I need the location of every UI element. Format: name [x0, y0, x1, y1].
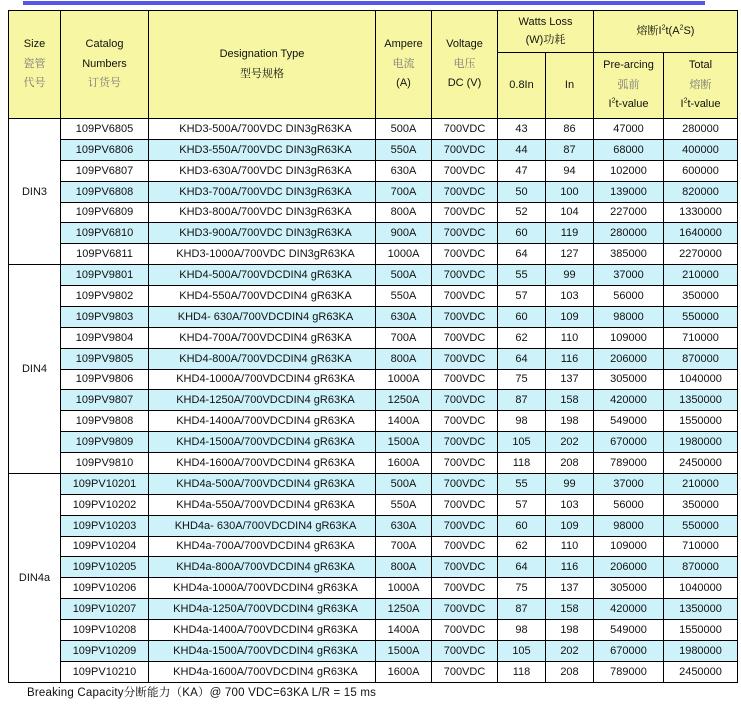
prearcing-i2t-cell: 68000	[594, 139, 664, 160]
watts-08in-cell: 55	[498, 473, 546, 494]
watts-08in-cell: 64	[498, 557, 546, 578]
total-i2t-cell: 280000	[664, 119, 738, 140]
voltage-cell: 700VDC	[432, 453, 498, 474]
catalog-cell: 109PV10202	[61, 494, 149, 515]
table-row	[9, 599, 738, 620]
watts-in-cell: 202	[546, 432, 594, 453]
table-row	[9, 119, 738, 140]
table-row	[9, 620, 738, 641]
total-i2t-cell: 1980000	[664, 640, 738, 661]
prearcing-i2t-cell: 206000	[594, 557, 664, 578]
table-row	[9, 661, 738, 682]
voltage-cell: 700VDC	[432, 139, 498, 160]
catalog-header-en2: Numbers	[82, 57, 127, 70]
table-row	[9, 244, 738, 265]
table-row	[9, 578, 738, 599]
voltage-header-en: Voltage	[446, 37, 483, 50]
prearcing-i2t-cell: 420000	[594, 599, 664, 620]
table-row	[9, 327, 738, 348]
watts-08in-cell: 43	[498, 119, 546, 140]
table-row	[9, 160, 738, 181]
total-i2t-cell: 550000	[664, 306, 738, 327]
catalog-cell: 109PV6809	[61, 202, 149, 223]
voltage-cell: 700VDC	[432, 306, 498, 327]
designation-cell: KHD4a-800A/700VDCDIN4 gR63KA	[149, 557, 376, 578]
total-i2t-cell: 1040000	[664, 369, 738, 390]
catalog-cell: 109PV9809	[61, 432, 149, 453]
catalog-cell: 109PV6805	[61, 119, 149, 140]
watts-08in-cell: 64	[498, 348, 546, 369]
table-row	[9, 536, 738, 557]
watts-in-cell: 94	[546, 160, 594, 181]
watts-08in-cell: 118	[498, 453, 546, 474]
watts-08in-cell: 87	[498, 390, 546, 411]
voltage-header-cn: 电压	[453, 57, 476, 70]
voltage-cell: 700VDC	[432, 160, 498, 181]
prearcing-i2t-cell: 206000	[594, 348, 664, 369]
voltage-cell: 700VDC	[432, 473, 498, 494]
size-header-cn1: 瓷管	[23, 57, 46, 70]
catalog-cell: 109PV9801	[61, 265, 149, 286]
ampere-cell: 800A	[376, 557, 432, 578]
watts-08in-cell: 44	[498, 139, 546, 160]
prearcing-i2t-cell: 102000	[594, 160, 664, 181]
watts-in-cell: 87	[546, 139, 594, 160]
catalog-cell: 109PV9804	[61, 327, 149, 348]
designation-cell: KHD4-500A/700VDCDIN4 gR63KA	[149, 265, 376, 286]
catalog-cell: 109PV9803	[61, 306, 149, 327]
ampere-cell: 1600A	[376, 453, 432, 474]
designation-header-en: Designation Type	[219, 47, 305, 60]
prearcing-i2t-cell: 670000	[594, 432, 664, 453]
prearcing-i2t-cell: 227000	[594, 202, 664, 223]
prearcing-i2t-cell: 670000	[594, 640, 664, 661]
total-i2t-cell: 350000	[664, 286, 738, 307]
catalog-cell: 109PV10201	[61, 473, 149, 494]
watts-in-cell: 202	[546, 640, 594, 661]
total-i2t-cell: 1040000	[664, 578, 738, 599]
watts-in-cell: 158	[546, 390, 594, 411]
watts-in-cell: 99	[546, 265, 594, 286]
watts-in-cell: 198	[546, 411, 594, 432]
ampere-cell: 630A	[376, 306, 432, 327]
voltage-cell: 700VDC	[432, 557, 498, 578]
ampere-cell: 1400A	[376, 411, 432, 432]
voltage-cell: 700VDC	[432, 119, 498, 140]
watts-08in-cell: 98	[498, 620, 546, 641]
total-i2t-cell: 2270000	[664, 244, 738, 265]
col-header-08in: 0.8In	[498, 53, 546, 119]
ampere-cell: 700A	[376, 536, 432, 557]
voltage-cell: 700VDC	[432, 244, 498, 265]
catalog-cell: 109PV9810	[61, 453, 149, 474]
designation-cell: KHD4a-1250A/700VDCDIN4 gR63KA	[149, 599, 376, 620]
watts-in-cell: 127	[546, 244, 594, 265]
table-row	[9, 390, 738, 411]
designation-cell: KHD4-1500A/700VDCDIN4 gR63KA	[149, 432, 376, 453]
ampere-cell: 1500A	[376, 432, 432, 453]
prearcing-i2t-cell: 420000	[594, 390, 664, 411]
total-i2t-cell: 1330000	[664, 202, 738, 223]
ampere-cell: 550A	[376, 286, 432, 307]
catalog-cell: 109PV9805	[61, 348, 149, 369]
designation-cell: KHD3-550A/700VDC DIN3gR63KA	[149, 139, 376, 160]
ampere-cell: 1000A	[376, 578, 432, 599]
col-header-size	[9, 11, 61, 119]
voltage-cell: 700VDC	[432, 640, 498, 661]
prearcing-i2t-cell: 305000	[594, 369, 664, 390]
table-row	[9, 139, 738, 160]
prearcing-i2t-cell: 37000	[594, 473, 664, 494]
voltage-cell: 700VDC	[432, 494, 498, 515]
table-header	[9, 11, 738, 119]
designation-cell: KHD4-550A/700VDCDIN4 gR63KA	[149, 286, 376, 307]
table-row	[9, 432, 738, 453]
designation-cell: KHD4a-1500A/700VDCDIN4 gR63KA	[149, 640, 376, 661]
breaking-capacity-note: Breaking Capacity分断能力（KA）@ 700 VDC=63KA L/R = 15 ms	[27, 687, 377, 699]
prearcing-i2t-cell: 37000	[594, 265, 664, 286]
watts-in-cell: 110	[546, 536, 594, 557]
voltage-cell: 700VDC	[432, 661, 498, 682]
catalog-cell: 109PV10210	[61, 661, 149, 682]
total-i2t-cell: 710000	[664, 327, 738, 348]
col-header-total: Total 熔断 $I^2t$-value	[664, 53, 738, 119]
catalog-cell: 109PV10204	[61, 536, 149, 557]
size-group-label: DIN4	[9, 265, 61, 474]
ampere-cell: 1600A	[376, 661, 432, 682]
voltage-cell: 700VDC	[432, 432, 498, 453]
ampere-header-unit: (A)	[396, 77, 411, 90]
watts-08in-cell: 55	[498, 265, 546, 286]
total-i2t-cell: 710000	[664, 536, 738, 557]
designation-cell: KHD4a- 630A/700VDCDIN4 gR63KA	[149, 515, 376, 536]
ampere-cell: 630A	[376, 515, 432, 536]
ampere-cell: 500A	[376, 265, 432, 286]
col-header-in: In	[546, 53, 594, 119]
watts-in-cell: 99	[546, 473, 594, 494]
total-i2t-cell: 550000	[664, 515, 738, 536]
catalog-cell: 109PV9802	[61, 286, 149, 307]
catalog-cell: 109PV10209	[61, 640, 149, 661]
ampere-cell: 500A	[376, 473, 432, 494]
watts-in-cell: 158	[546, 599, 594, 620]
catalog-cell: 109PV9808	[61, 411, 149, 432]
col-header-ampere	[376, 11, 432, 119]
watts-in-cell: 137	[546, 369, 594, 390]
catalog-cell: 109PV10206	[61, 578, 149, 599]
fuse-spec-table	[8, 10, 738, 683]
watts-08in-cell: 64	[498, 244, 546, 265]
total-i2t-cell: 1980000	[664, 432, 738, 453]
watts-header-en: Watts Loss	[518, 16, 573, 29]
prearcing-i2t-cell: 789000	[594, 453, 664, 474]
voltage-cell: 700VDC	[432, 369, 498, 390]
table-row	[9, 369, 738, 390]
prearcing-i2t-cell: 98000	[594, 306, 664, 327]
total-i2t-cell: 2450000	[664, 453, 738, 474]
designation-cell: KHD3-630A/700VDC DIN3gR63KA	[149, 160, 376, 181]
ampere-cell: 500A	[376, 119, 432, 140]
watts-in-cell: 208	[546, 661, 594, 682]
total-i2t-cell: 1350000	[664, 390, 738, 411]
voltage-cell: 700VDC	[432, 223, 498, 244]
total-i2t-cell: 210000	[664, 265, 738, 286]
watts-08in-cell: 60	[498, 223, 546, 244]
col-header-voltage	[432, 11, 498, 119]
catalog-cell: 109PV6806	[61, 139, 149, 160]
voltage-cell: 700VDC	[432, 265, 498, 286]
watts-in-cell: 137	[546, 578, 594, 599]
designation-cell: KHD3-800A/700VDC DIN3gR63KA	[149, 202, 376, 223]
watts-in-cell: 116	[546, 348, 594, 369]
table-row	[9, 515, 738, 536]
designation-cell: KHD3-1000A/700VDC DIN3gR63KA	[149, 244, 376, 265]
designation-cell: KHD3-500A/700VDC DIN3gR63KA	[149, 119, 376, 140]
watts-in-cell: 119	[546, 223, 594, 244]
catalog-cell: 109PV10207	[61, 599, 149, 620]
designation-cell: KHD4-800A/700VDCDIN4 gR63KA	[149, 348, 376, 369]
prearcing-i2t-cell: 47000	[594, 119, 664, 140]
designation-cell: KHD4a-1600A/700VDCDIN4 gR63KA	[149, 661, 376, 682]
watts-in-cell: 104	[546, 202, 594, 223]
table-row	[9, 202, 738, 223]
designation-header-cn: 型号规格	[240, 67, 284, 80]
total-i2t-cell: 400000	[664, 139, 738, 160]
total-i2t-cell: 2450000	[664, 661, 738, 682]
total-i2t-cell: 870000	[664, 557, 738, 578]
watts-08in-cell: 62	[498, 327, 546, 348]
prearcing-i2t-cell: 549000	[594, 411, 664, 432]
catalog-cell: 109PV6811	[61, 244, 149, 265]
catalog-header-cn: 订货号	[88, 77, 121, 90]
voltage-cell: 700VDC	[432, 515, 498, 536]
table-row	[9, 453, 738, 474]
designation-cell: KHD4-1000A/700VDCDIN4 gR63KA	[149, 369, 376, 390]
designation-cell: KHD4a-1400A/700VDCDIN4 gR63KA	[149, 620, 376, 641]
watts-in-cell: 100	[546, 181, 594, 202]
catalog-cell: 109PV10205	[61, 557, 149, 578]
catalog-cell: 109PV9807	[61, 390, 149, 411]
voltage-cell: 700VDC	[432, 327, 498, 348]
designation-cell: KHD4a-550A/700VDCDIN4 gR63KA	[149, 494, 376, 515]
total-i2t-cell: 210000	[664, 473, 738, 494]
col-header-catalog	[61, 11, 149, 119]
watts-header-cn: (W)功耗	[525, 33, 566, 46]
total-i2t-cell: 600000	[664, 160, 738, 181]
ampere-cell: 630A	[376, 160, 432, 181]
watts-08in-cell: 87	[498, 599, 546, 620]
watts-08in-cell: 75	[498, 578, 546, 599]
table-row	[9, 473, 738, 494]
catalog-cell: 109PV10203	[61, 515, 149, 536]
watts-08in-cell: 52	[498, 202, 546, 223]
prearcing-i2t-cell: 109000	[594, 327, 664, 348]
watts-08in-cell: 75	[498, 369, 546, 390]
ampere-cell: 1500A	[376, 640, 432, 661]
voltage-cell: 700VDC	[432, 181, 498, 202]
designation-cell: KHD4-1250A/700VDCDIN4 gR63KA	[149, 390, 376, 411]
catalog-header-en1: Catalog	[85, 37, 124, 50]
watts-in-cell: 103	[546, 494, 594, 515]
ampere-cell: 1000A	[376, 244, 432, 265]
catalog-cell: 109PV9806	[61, 369, 149, 390]
designation-cell: KHD3-700A/700VDC DIN3gR63KA	[149, 181, 376, 202]
table-row	[9, 181, 738, 202]
catalog-cell: 109PV6810	[61, 223, 149, 244]
ampere-cell: 1250A	[376, 599, 432, 620]
ampere-cell: 550A	[376, 494, 432, 515]
table-row	[9, 223, 738, 244]
voltage-cell: 700VDC	[432, 536, 498, 557]
ampere-cell: 550A	[376, 139, 432, 160]
col-header-prearcing: Pre-arcing 弧前 $I^2t$-value	[594, 53, 664, 119]
total-i2t-cell: 1350000	[664, 599, 738, 620]
watts-08in-cell: 118	[498, 661, 546, 682]
total-i2t-cell: 1550000	[664, 620, 738, 641]
voltage-cell: 700VDC	[432, 599, 498, 620]
catalog-cell: 109PV6807	[61, 160, 149, 181]
col-header-watts-loss	[498, 11, 594, 53]
watts-08in-cell: 57	[498, 286, 546, 307]
ampere-header-cn: 电流	[392, 57, 415, 70]
voltage-cell: 700VDC	[432, 620, 498, 641]
designation-cell: KHD4a-1000A/700VDCDIN4 gR63KA	[149, 578, 376, 599]
table-row	[9, 286, 738, 307]
prearcing-i2t-cell: 56000	[594, 494, 664, 515]
total-i2t-cell: 870000	[664, 348, 738, 369]
watts-08in-cell: 98	[498, 411, 546, 432]
watts-08in-cell: 47	[498, 160, 546, 181]
watts-in-cell: 198	[546, 620, 594, 641]
prearcing-i2t-cell: 139000	[594, 181, 664, 202]
watts-in-cell: 103	[546, 286, 594, 307]
catalog-cell: 109PV10208	[61, 620, 149, 641]
total-i2t-cell: 820000	[664, 181, 738, 202]
watts-08in-cell: 60	[498, 515, 546, 536]
table-row	[9, 494, 738, 515]
ampere-cell: 1250A	[376, 390, 432, 411]
watts-08in-cell: 62	[498, 536, 546, 557]
watts-in-cell: 208	[546, 453, 594, 474]
voltage-cell: 700VDC	[432, 578, 498, 599]
watts-in-cell: 116	[546, 557, 594, 578]
watts-in-cell: 109	[546, 306, 594, 327]
voltage-cell: 700VDC	[432, 348, 498, 369]
voltage-cell: 700VDC	[432, 390, 498, 411]
watts-08in-cell: 105	[498, 640, 546, 661]
table-row	[9, 557, 738, 578]
size-header-cn2: 代号	[23, 77, 46, 90]
designation-cell: KHD4-700A/700VDCDIN4 gR63KA	[149, 327, 376, 348]
size-group-label: DIN4a	[9, 473, 61, 682]
total-i2t-cell: 1550000	[664, 411, 738, 432]
prearcing-i2t-cell: 280000	[594, 223, 664, 244]
ampere-cell: 700A	[376, 327, 432, 348]
prearcing-i2t-cell: 385000	[594, 244, 664, 265]
designation-cell: KHD4a-700A/700VDCDIN4 gR63KA	[149, 536, 376, 557]
watts-08in-cell: 50	[498, 181, 546, 202]
table-row	[9, 411, 738, 432]
designation-cell: KHD4-1400A/700VDCDIN4 gR63KA	[149, 411, 376, 432]
ampere-cell: 800A	[376, 348, 432, 369]
designation-cell: KHD4- 630A/700VDCDIN4 gR63KA	[149, 306, 376, 327]
prearcing-i2t-cell: 56000	[594, 286, 664, 307]
prearcing-i2t-cell: 305000	[594, 578, 664, 599]
watts-08in-cell: 57	[498, 494, 546, 515]
table-row	[9, 640, 738, 661]
catalog-cell: 109PV6808	[61, 181, 149, 202]
voltage-cell: 700VDC	[432, 286, 498, 307]
table-row	[9, 306, 738, 327]
table-row	[9, 265, 738, 286]
size-header-en: Size	[23, 37, 46, 50]
watts-in-cell: 109	[546, 515, 594, 536]
voltage-header-unit: DC (V)	[447, 77, 482, 90]
prearcing-i2t-cell: 98000	[594, 515, 664, 536]
prearcing-i2t-cell: 549000	[594, 620, 664, 641]
designation-cell: KHD3-900A/700VDC DIN3gR63KA	[149, 223, 376, 244]
table-row	[9, 348, 738, 369]
voltage-cell: 700VDC	[432, 202, 498, 223]
total-i2t-cell: 1640000	[664, 223, 738, 244]
watts-08in-cell: 105	[498, 432, 546, 453]
ampere-cell: 900A	[376, 223, 432, 244]
top-accent-bar	[23, 1, 705, 5]
ampere-cell: 800A	[376, 202, 432, 223]
prearcing-i2t-cell: 109000	[594, 536, 664, 557]
total-i2t-cell: 350000	[664, 494, 738, 515]
ampere-header-en: Ampere	[384, 37, 423, 50]
col-header-i2t: 熔断$I^2t(A^2S)$	[594, 11, 738, 53]
designation-cell: KHD4a-500A/700VDCDIN4 gR63KA	[149, 473, 376, 494]
col-header-designation	[149, 11, 376, 119]
size-group-label: DIN3	[9, 119, 61, 265]
ampere-cell: 700A	[376, 181, 432, 202]
ampere-cell: 1000A	[376, 369, 432, 390]
watts-08in-cell: 60	[498, 306, 546, 327]
voltage-cell: 700VDC	[432, 411, 498, 432]
prearcing-i2t-cell: 789000	[594, 661, 664, 682]
ampere-cell: 1400A	[376, 620, 432, 641]
table-body	[9, 119, 738, 683]
designation-cell: KHD4-1600A/700VDCDIN4 gR63KA	[149, 453, 376, 474]
watts-in-cell: 86	[546, 119, 594, 140]
watts-in-cell: 110	[546, 327, 594, 348]
